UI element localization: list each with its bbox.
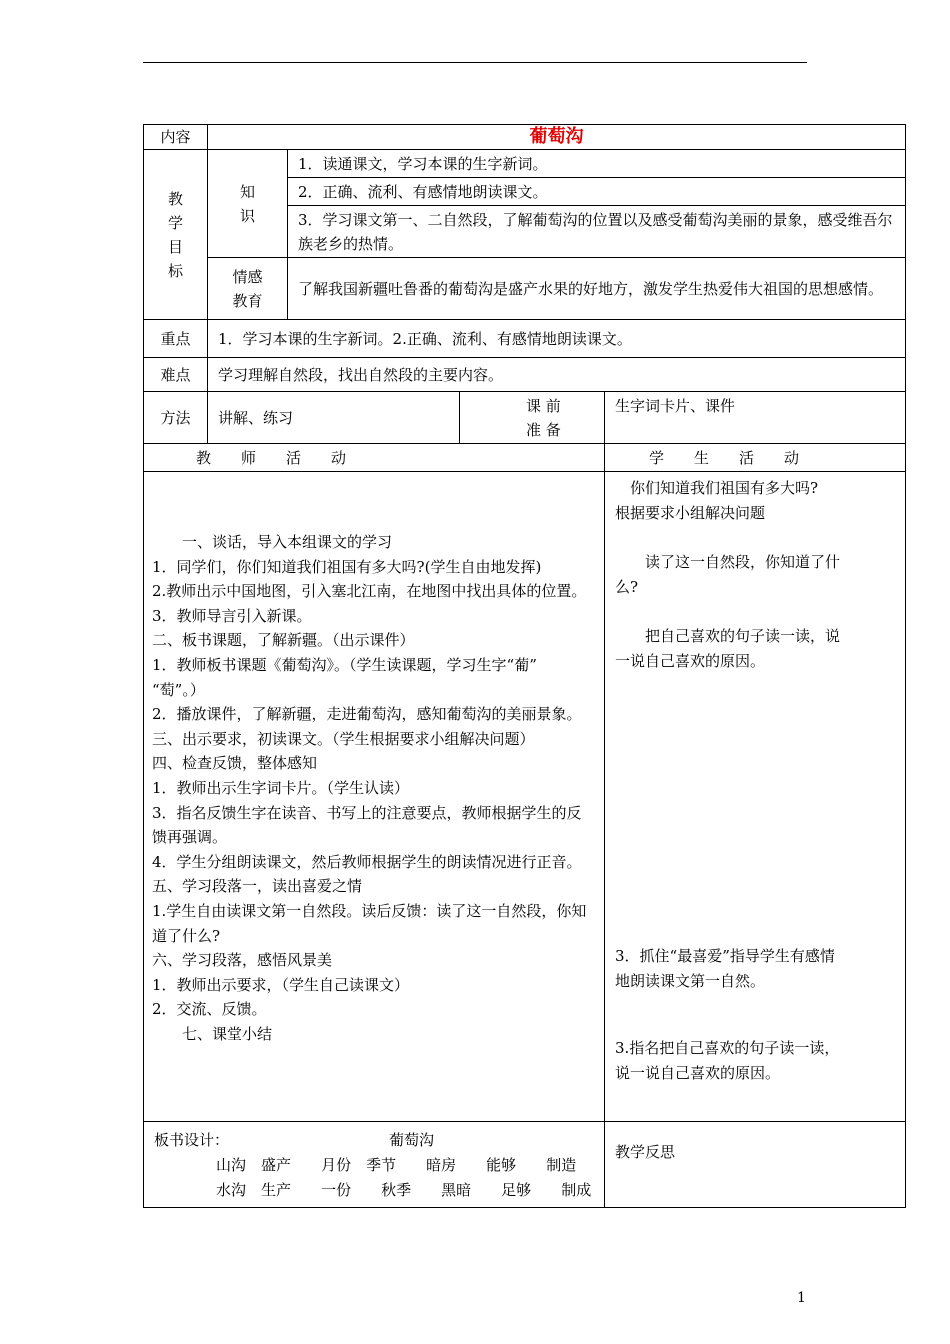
teacher-activity <box>144 472 605 1122</box>
board-row <box>144 1122 906 1208</box>
header-rule <box>143 62 807 63</box>
teacher-line: 1.学生自由读课文第一自然段。读后反馈：读了这一自然段，你知 <box>152 901 587 920</box>
method-label: 方法 <box>144 392 208 444</box>
method-row <box>144 392 906 444</box>
knowledge-item: 1．读通课文，学习本课的生字新词。 <box>288 150 906 178</box>
key-points-label: 重点 <box>144 320 208 358</box>
page-number: 1 <box>797 1290 806 1306</box>
teacher-line: 馈再强调。 <box>152 828 228 847</box>
board-row-2: 水沟 生产 一份 秋季 黑暗 足够 制成 <box>216 1181 592 1199</box>
knowledge-label: 知 识 <box>208 150 288 258</box>
board-row-1: 山沟 盛产 月份 季节 暗房 能够 制造 <box>216 1156 577 1174</box>
teacher-line: 3．教师导言引入新课。 <box>152 606 312 625</box>
student-block: 把自己喜欢的句子读一读，说 一说自己喜欢的原因。 <box>615 627 841 670</box>
student-block: 读了这一自然段，你知道了什 么? <box>615 553 841 596</box>
teacher-activity-header: 教 师 活 动 <box>144 444 605 472</box>
difficulties-label: 难点 <box>144 358 208 392</box>
teacher-line: 六、学习段落，感悟风景美 <box>152 951 333 970</box>
lesson-plan-table <box>143 124 906 1208</box>
student-block: 3．抓住“最喜爱”指导学生有感情 地朗读课文第一自然。 <box>615 947 835 990</box>
emotion-text: 了解我国新疆吐鲁番的葡萄沟是盛产水果的好地方，激发学生热爱伟大祖国的思想感情。 <box>288 258 906 320</box>
teacher-line: 五、学习段落一，读出喜爱之情 <box>152 877 363 896</box>
difficulties-row <box>144 358 906 392</box>
key-points-text: 1．学习本课的生字新词。2.正确、流利、有感情地朗读课文。 <box>208 320 906 358</box>
key-points-row <box>144 320 906 358</box>
method-text: 讲解、练习 <box>208 392 460 444</box>
teacher-line: “萄”。） <box>152 680 205 699</box>
emotion-label: 情感 教育 <box>208 258 288 320</box>
teacher-line: 二、板书课题，了解新疆。（出示课件） <box>152 631 415 650</box>
teacher-line: 1．教师出示要求，（学生自己读课文） <box>152 975 410 994</box>
teacher-line: 1．教师出示生字词卡片。（学生认读） <box>152 778 410 797</box>
teacher-line: 七、课堂小结 <box>152 1024 273 1043</box>
board-title: 葡萄沟 <box>389 1131 435 1149</box>
objectives-label: 教 学 目 标 <box>144 150 208 320</box>
teacher-line: 四、检查反馈，整体感知 <box>152 754 318 773</box>
student-block: 3.指名把自己喜欢的句子读一读， 说一说自己喜欢的原因。 <box>615 1039 840 1082</box>
teacher-line: 三、出示要求，初读课文。（学生根据要求小组解决问题） <box>152 729 535 748</box>
activity-row <box>144 472 906 1122</box>
knowledge-row-1 <box>144 150 906 178</box>
teacher-line: 2．交流、反馈。 <box>152 1000 267 1019</box>
student-block: 你们知道我们祖国有多大吗? 根据要求小组解决问题 <box>615 479 819 522</box>
content-label: 内容 <box>144 125 208 150</box>
teacher-line: 2.教师出示中国地图，引入塞北江南，在地图中找出具体的位置。 <box>152 582 587 601</box>
difficulties-text: 学习理解自然段，找出自然段的主要内容。 <box>208 358 906 392</box>
activity-header-row <box>144 444 906 472</box>
teaching-reflection: 教学反思 <box>605 1122 906 1208</box>
board-label: 板书设计： <box>154 1131 230 1149</box>
prep-text: 生字词卡片、课件 <box>605 392 906 444</box>
emotion-row <box>144 258 906 320</box>
student-activity <box>605 472 906 1122</box>
knowledge-item: 2．正确、流利、有感情地朗读课文。 <box>288 178 906 206</box>
title-row <box>144 125 906 150</box>
board-design <box>144 1122 605 1208</box>
teacher-line: 道了什么? <box>152 926 221 945</box>
teacher-line: 1．教师板书课题《葡萄沟》。（学生读课题，学习生字“葡” <box>152 655 537 674</box>
lesson-title: 葡萄沟 <box>208 125 906 150</box>
teacher-line: 3．指名反馈生字在读音、书写上的注意要点，教师根据学生的反 <box>152 803 582 822</box>
prep-label: 课 前 准 备 <box>460 392 605 444</box>
teacher-line: 2．播放课件，了解新疆，走进葡萄沟，感知葡萄沟的美丽景象。 <box>152 705 582 724</box>
knowledge-item: 3．学习课文第一、二自然段，了解葡萄沟的位置以及感受葡萄沟美丽的景象，感受维吾尔族老乡的热情。 <box>288 206 906 258</box>
student-activity-header: 学 生 活 动 <box>605 444 906 472</box>
teacher-line: 1．同学们，你们知道我们祖国有多大吗?(学生自由地发挥) <box>152 557 542 576</box>
teacher-line: 4．学生分组朗读课文，然后教师根据学生的朗读情况进行正音。 <box>152 852 582 871</box>
teacher-line: 一、谈话，导入本组课文的学习 <box>152 533 393 551</box>
